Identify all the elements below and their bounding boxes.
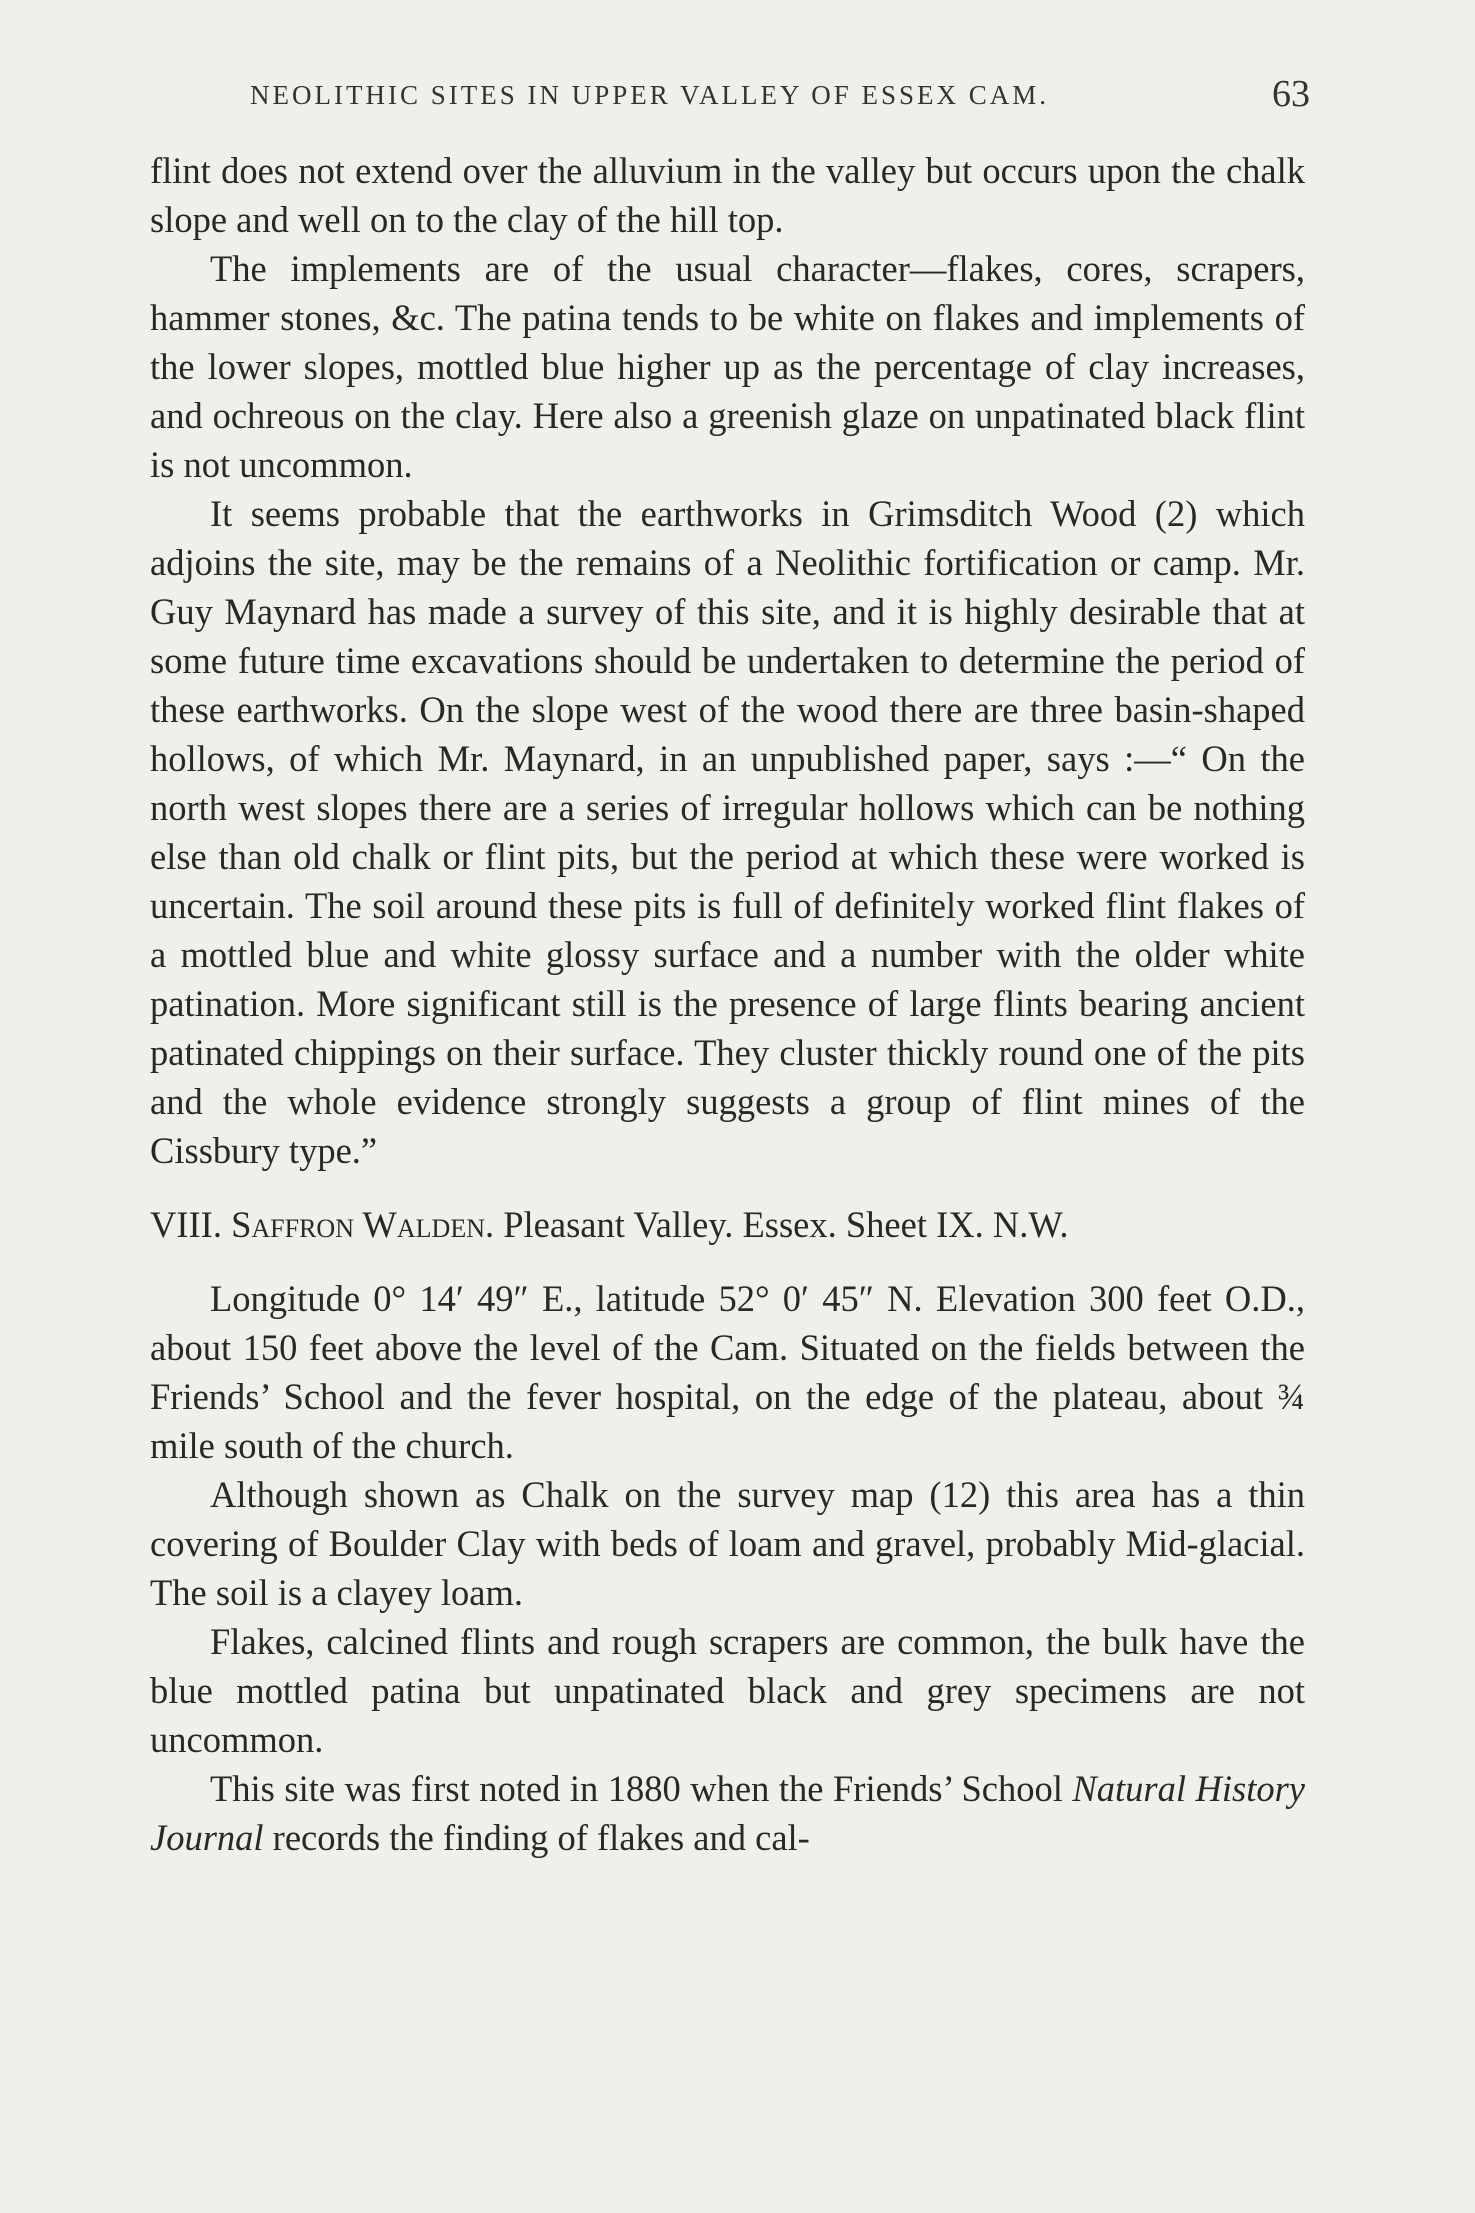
paragraph-finds: Flakes, calcined flints and rough scrapers are common, the bulk have the blue mottled patina but unpatinated black and grey specimens are not uncommon. [150, 1621, 1305, 1760]
paragraph-geology: Although shown as Chalk on the survey map (12) this area has a thin covering of Boulder Clay with beds of loam and gravel, probably Mid-glacial. The soil is a clayey loam. [150, 1474, 1305, 1613]
page-header [150, 72, 1310, 122]
paragraph-continuation: flint does not extend over the alluvium in the valley but occurs upon the chalk slope and well on to the clay of the hill top. [150, 150, 1305, 240]
running-head: NEOLITHIC SITES IN UPPER VALLEY OF ESSEX CAM. [250, 80, 1050, 110]
history-text-start: This site was first noted in 1880 when the Friends’ School [210, 1768, 1063, 1809]
section-place: Saffron Walden. [231, 1204, 495, 1245]
journal-title: Natural History Journal [150, 1768, 1305, 1858]
section-number: VIII. [150, 1204, 222, 1245]
section-heading [150, 1200, 1305, 1249]
paragraph-earthworks: It seems probable that the earthworks in Grimsditch Wood (2) which adjoins the site, may be the remains of a Neolithic fortification or camp. Mr. Guy Maynard has made a survey of this site, and it is highly desirable that at some future time excavations should be undertaken to determine the period of these earthworks. On the slope west of the wood there are three basin-shaped hollows, of which Mr. Maynard, in an unpublished paper, says :—“ On the north west slopes there are a series of irregular hollows which can be nothing else than old chalk or flint pits, but the period at which these were worked is uncertain. The soil around these pits is full of definitely worked flint flakes of a mottled blue and white glossy surface and a number with the older white patination. More significant still is the presence of large flints bearing ancient patinated chippings on their surface. They cluster thickly round one of the pits and the whole evidence strongly suggests a group of flint mines of the Cissbury type.” [150, 493, 1305, 1171]
paragraph-implements: The implements are of the usual character—flakes, cores, scrapers, hammer stones, &c. The patina tends to be white on flakes and implements of the lower slopes, mottled blue higher up as the percentage of clay increases, and ochreous on the clay. Here also a greenish glaze on unpatinated black flint is not uncommon. [150, 248, 1305, 485]
paragraph-location: Longitude 0° 14′ 49″ E., latitude 52° 0′ 45″ N. Elevation 300 feet O.D., about 150 feet above the level of the Cam. Situated on the fields between the Friends’ School and the fever hospital, on the edge of the plateau, about ¾ mile south of the church. [150, 1278, 1305, 1466]
history-text-end: records the finding of flakes and cal- [272, 1817, 810, 1858]
body-text [150, 146, 1305, 1862]
section-details: Pleasant Valley. Essex. Sheet IX. N.W. [503, 1204, 1069, 1245]
paragraph-history [150, 1764, 1305, 1862]
page-number: 63 [1272, 73, 1310, 115]
